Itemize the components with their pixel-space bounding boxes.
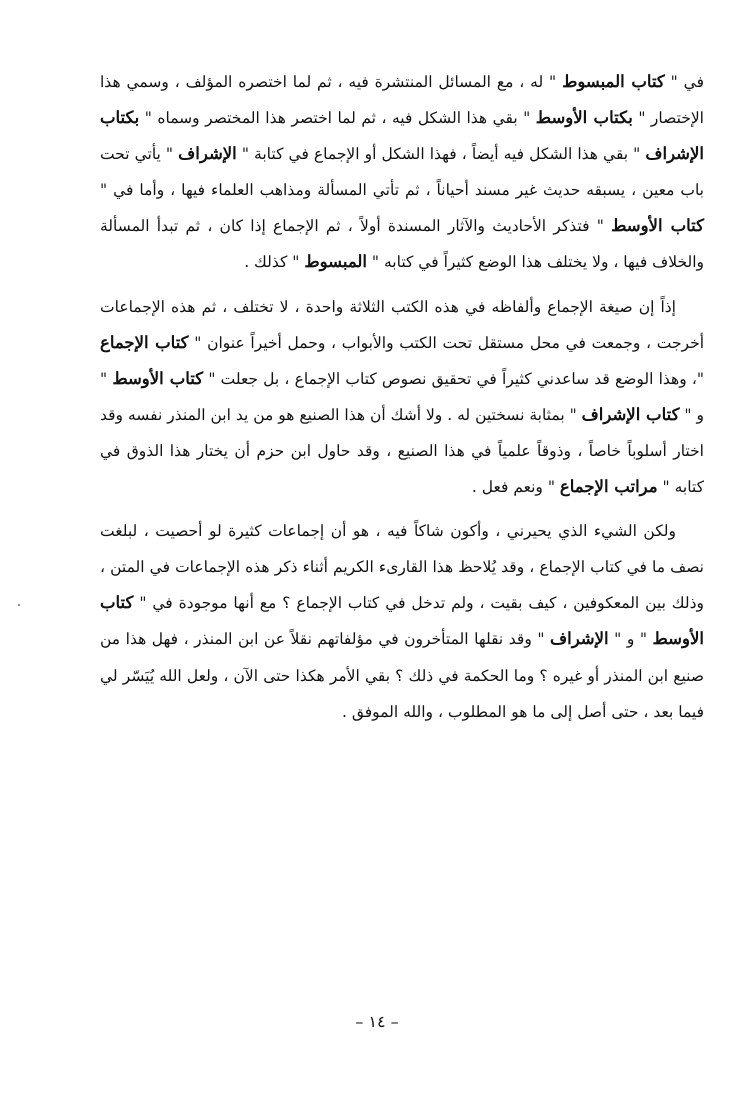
paragraph-3: [100, 513, 704, 730]
bold-book-title: بكتاب الإشراف: [100, 108, 705, 164]
bold-book-title: كتاب الإشراف: [581, 404, 680, 424]
text-run: " و ": [100, 369, 704, 424]
text-run: " فتذكر الأحاديث والآثار المسندة أولاً ، ثم الإجماع إذا كان ، ثم تبدأ المسألة والخلاف فيها ، ولا يختلف هذا الوضع كثيراً في كتابه ": [100, 217, 704, 272]
text-run: " وقد نقلها المتأخرون في مؤلفاتهم نقلاً عن ابن المنذر ، فهل هذا من صنيع ابن المنذر أو غيره ؟ وما الحكمة في ذلك ؟ بقي الأمر هكذا حتى الآن ، ولعل الله يُيَسّر لي فيما بعد ، حتى أصل إلى ما هو المطلوب ، والله الموفق .: [100, 630, 704, 721]
bold-book-title: المبسوط: [304, 252, 367, 272]
bold-book-title: كتاب المبسوط: [562, 72, 665, 91]
bold-book-title: كتاب الأوسط: [100, 593, 704, 649]
page-number: – ١٤ –: [355, 1012, 399, 1031]
paragraph-2: [100, 289, 704, 506]
bold-book-title: مراتب الإجماع: [559, 477, 658, 497]
bold-book-title: بكتاب الأوسط: [535, 108, 633, 128]
scan-speck: [18, 604, 20, 606]
paragraph-1: [100, 64, 704, 281]
text-run: " و ": [614, 630, 647, 649]
text-run: ولكن الشيء الذي يحيرني ، وأكون شاكاً فيه ، هو أن إجماعات كثيرة لو أحصيت ، لبلغت نصف ما في كتاب الإجماع ، وقد يُلاحظ هذا القارىء الكريم أثناء ذكر هذه الإجماعات في المتن ، وذلك بين المعكوفين ، كيف بقيت ، ولم تدخل في كتاب الإجماع ؟ مع أنها موجودة في ": [100, 522, 704, 613]
bold-book-title: الإشراف: [550, 629, 609, 649]
text-run: " بقي هذا الشكل فيه ، ثم لما اختصر هذا المختصر وسماه ": [144, 109, 531, 128]
bold-book-title: كتاب الإجماع: [100, 332, 189, 352]
body-text: [100, 64, 704, 730]
text-run: " بمثابة نسختين له . ولا أشك أن هذا الصنيع هو من يد ابن المنذر نفسه وقد اختار أسلوباً خاصاً ، وذوقاً علمياً في هذا الصنيع ، وقد حاول ابن حزم أن يختار هذا الذوق في كتابه ": [100, 405, 704, 497]
text-run: " بقي هذا الشكل فيه أيضاً ، فهذا الشكل أو الإجماع في كتابة ": [241, 145, 641, 164]
text-run: في ": [670, 73, 704, 91]
text-run: إذاً إن صيغة الإجماع وألفاظه في هذه الكتب الثلاثة واحدة ، لا تختلف ، ثم هذه الإجماعات أخرجت ، وجمعت في محل مستقل تحت الكتب والأبواب ، وحمل أخيراً عنوان ": [100, 297, 704, 352]
text-run: " له ، مع المسائل المنتشرة فيه ، ثم لما اختصره المؤلف ، وسمي هذا الإختصار ": [100, 73, 704, 128]
text-run: " ونعم فعل .: [471, 478, 555, 497]
text-run: " يأتي تحت باب معين ، يسبقه حديث غير مسند أحياناً ، ثم تأتي المسألة ومذاهب العلماء فيها ، وأما في ": [100, 145, 704, 200]
text-run: "، وهذا الوضع قد ساعدني كثيراً في تحقيق نصوص كتاب الإجماع ، بل جعلت ": [208, 369, 704, 388]
bold-book-title: كتاب الأوسط: [112, 368, 204, 388]
bold-book-title: كتاب الأوسط: [611, 216, 704, 236]
bold-book-title: الإشراف: [178, 144, 237, 164]
text-run: " كذلك .: [244, 253, 300, 272]
